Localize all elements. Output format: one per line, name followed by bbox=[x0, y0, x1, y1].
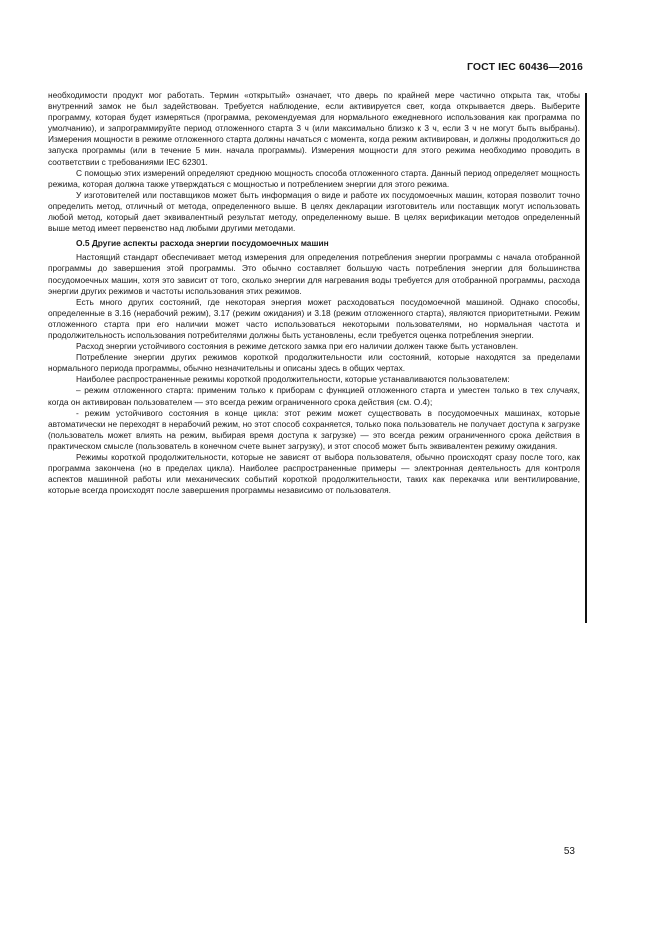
paragraph: Режимы короткой продолжительности, которые не зависят от выбора пользователя, обычно происходят сразу после того, как программа закончена (но в пределах цикла). Наиболее распространенные примеры — электронная деятельность для контроля аспектов машинной работы или механических событий короткой продолжительности, таких как перекачка или вентилирование, которые всегда происходят после завершения программы независимо от пользователя. bbox=[48, 452, 580, 496]
page-number: 53 bbox=[563, 846, 575, 857]
change-bar bbox=[585, 93, 587, 623]
standard-code-header: ГОСТ IEC 60436—2016 bbox=[466, 61, 583, 73]
paragraph: Потребление энергии других режимов короткой продолжительности или состояний, которые находятся за пределами нормального периода программы, обычно незначительны и описаны здесь в общих чертах. bbox=[48, 352, 580, 374]
paragraph: необходимости продукт мог работать. Термин «открытый» означает, что дверь по крайней мере частично открыта так, чтобы внутренний замок не был задействован. Требуется наблюдение, если активируется свет, когда открывается дверь. Выберите программу, которая будет измеряться (программа, рекомендуемая для нормального ежедневного использования как программа по умолчанию), и запрограммируйте период отложенного старта 3 ч (или максимально близко к 3 ч, если 3 ч не могут быть выбраны). Измерения мощности в режиме отложенного старта должны начаться с момента, когда режим активирован, и должны продолжиться до запуска программы (или в течение 5 мин. начала программы). Измерения мощности для этого режима необходимо проводить в соответствии с требованиями IEC 62301. bbox=[48, 90, 580, 167]
paragraph: Есть много других состояний, где некоторая энергия может расходоваться посудомоечной машиной. Однако способы, определенные в 3.16 (нерабочий режим), 3.17 (режим ожидания) и 3.18 (режим отложенного старта), являются приоритетными. Режим отложенного старта при его наличии может часто использоваться некоторыми пользователями, но нормальная частота и продолжительность использования потребителями должны быть установлены, если требуется оценка потребления энергии. bbox=[48, 296, 580, 340]
list-item: - режим устойчивого состояния в конце цикла: этот режим может существовать в посудомоечных машинах, которые автоматически не переходят в нерабочий режим, но этот способ сохраняется, только пока пользователь не получает доступа к загрузке (пользователь может влиять на режим, выбирая время доступа к загрузке) — это всегда режим ограниченного срока действия в практическом смысле (пользователь в конечном счете вынет загрузку), и этот способ может быть эквивалентен режиму ожидания. bbox=[48, 407, 580, 451]
paragraph: У изготовителей или поставщиков может быть информация о виде и работе их посудомоечных машин, которая позволит точно определить метод, отличный от метода, определенного выше. В целях декларации изготовитель или поставщик могут использовать любой метод, который дает эквивалентный результат методу, определенному выше. В целях верификации методов определенный выше метод имеет первенство над любыми другими методами. bbox=[48, 189, 580, 234]
paragraph: Наиболее распространенные режимы короткой продолжительности, которые устанавливаются пользователем: bbox=[76, 374, 510, 385]
section-title: О.5 Другие аспекты расхода энергии посудомоечных машин bbox=[76, 238, 329, 249]
paragraph: Расход энергии устойчивого состояния в режиме детского замка при его наличии должен также быть установлен. bbox=[76, 341, 519, 352]
paragraph: С помощью этих измерений определяют среднюю мощность способа отложенного старта. Данный период определяет мощность режима, которая должна также утверждаться с мощностью и потреблением энергии для этого режима. bbox=[48, 167, 580, 189]
list-item: – режим отложенного старта: применим только к приборам с функцией отложенного старта и уместен только в тех случаях, когда он активирован пользователем — это всегда режим ограниченного срока действия (см. О.4); bbox=[48, 385, 580, 407]
page-body bbox=[48, 90, 580, 496]
paragraph: Настоящий стандарт обеспечивает метод измерения для определения потребления энергии программы с начала отобранной программы до завершения этой программы. Это обычно составляет большую часть потребления энергии для большинства посудомоечных машин, хотя это зависит от того, сколько энергии для нагревания воды требуется для отобранной программы, расхода энергии других режимов и частоты использования этих режимов. bbox=[48, 252, 580, 296]
